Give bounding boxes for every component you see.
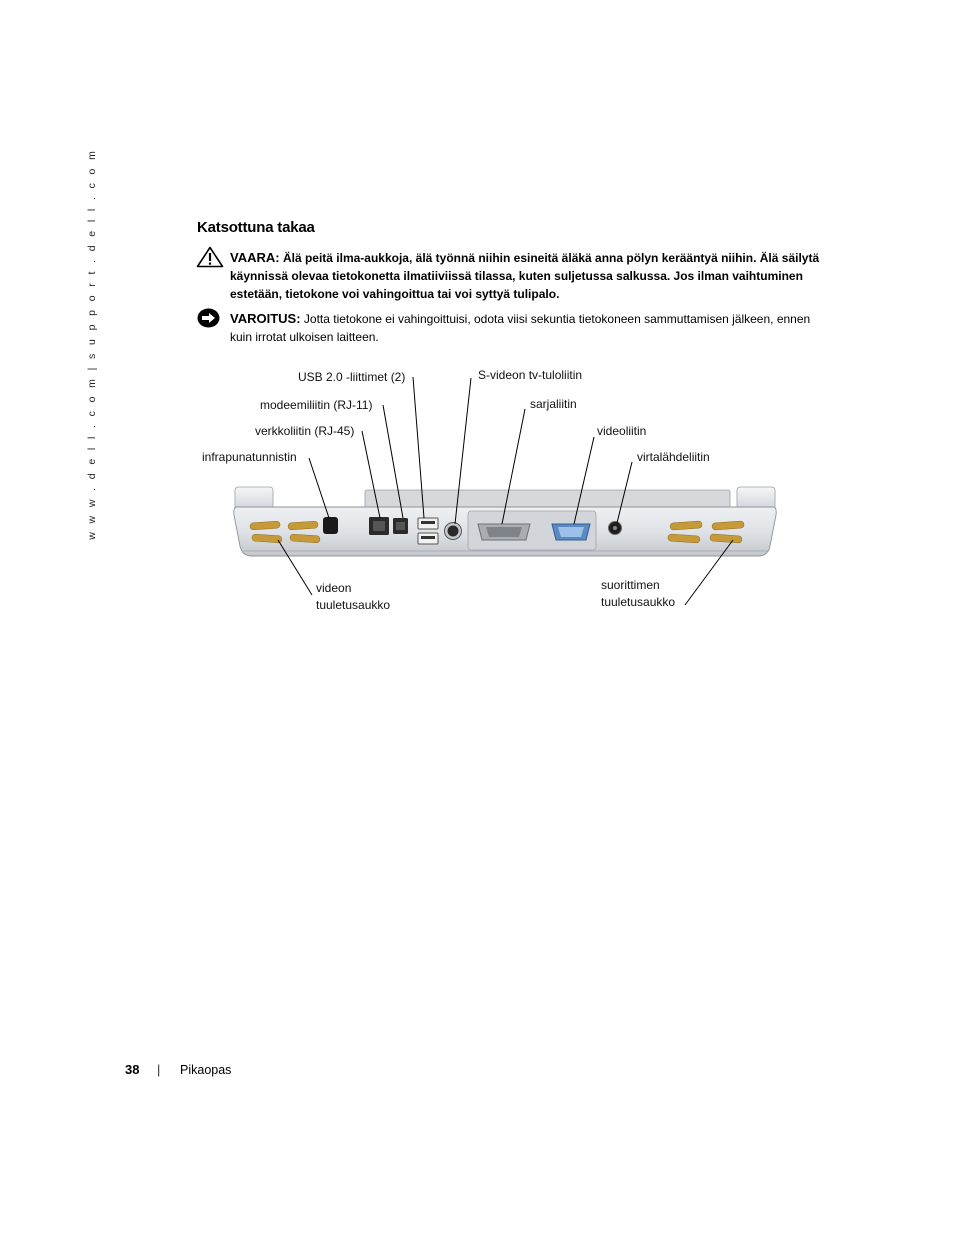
usb-ports	[418, 518, 438, 544]
connector-plate	[468, 511, 596, 550]
page-number: 38	[125, 1062, 140, 1077]
modem-port	[393, 518, 408, 534]
sidebar-url-text: w w w . d e l l . c o m | s u p p o r t . d e l l . c o m	[86, 148, 98, 540]
serial-label: sarjaliitin	[530, 397, 577, 411]
usb-label: USB 2.0 -liittimet (2)	[298, 370, 406, 384]
infrared-label: infrapunatunnistin	[202, 450, 297, 464]
svideo-label: S-videon tv-tuloliitin	[478, 368, 583, 382]
power-label: virtalähdeliitin	[637, 450, 710, 464]
section-title: Katsottuna takaa	[197, 219, 315, 236]
serial-port	[478, 524, 530, 540]
modem-label: modeemiliitin (RJ-11)	[260, 398, 373, 412]
sidebar-url	[84, 148, 100, 540]
video-vent-label-line2: tuuletusaukko	[316, 598, 391, 612]
footer-title: Pikaopas	[180, 1063, 232, 1077]
cpu-vent-label-line2: tuuletusaukko	[601, 595, 676, 609]
network-port	[369, 517, 389, 535]
cpu-vent	[668, 521, 744, 543]
video-vent	[250, 521, 320, 543]
warning-head: VAARA:	[230, 250, 280, 265]
laptop-body	[234, 487, 776, 556]
cpu-vent-label-line1: suorittimen	[601, 578, 660, 592]
infrared-port	[323, 517, 338, 534]
caution-text: Jotta tietokone ei vahingoittuisi, odota viisi sekuntia tietokoneen sammuttamisen jälkeen, ennen kuin irrotat ulkoisen laitteen.	[230, 312, 811, 344]
video-label: videoliitin	[597, 424, 647, 438]
warning-triangle-icon	[196, 246, 224, 268]
svideo-port	[445, 523, 462, 540]
video-port	[552, 524, 590, 540]
warning-text: Älä peitä ilma-aukkoja, älä työnnä niihin esineitä äläkä anna pölyn kerääntyä niihin. Älä säilytä käynnissä olevaa tietokonetta ilmatiiviissä tilassa, kuten suljetussa salkussa. Jos ilman vaihtuminen estetään, tietokone voi vahingoittua tai voi syttyä tulipalo.	[230, 251, 820, 301]
caution-stop-icon	[197, 308, 220, 328]
video-vent-label-line1: videon	[316, 581, 352, 595]
network-label: verkkoliitin (RJ-45)	[255, 424, 355, 438]
footer-separator: |	[157, 1062, 161, 1077]
caution-head: VAROITUS:	[230, 311, 301, 326]
warning-notice	[230, 249, 820, 303]
power-port	[609, 522, 622, 535]
caution-notice	[230, 310, 820, 346]
